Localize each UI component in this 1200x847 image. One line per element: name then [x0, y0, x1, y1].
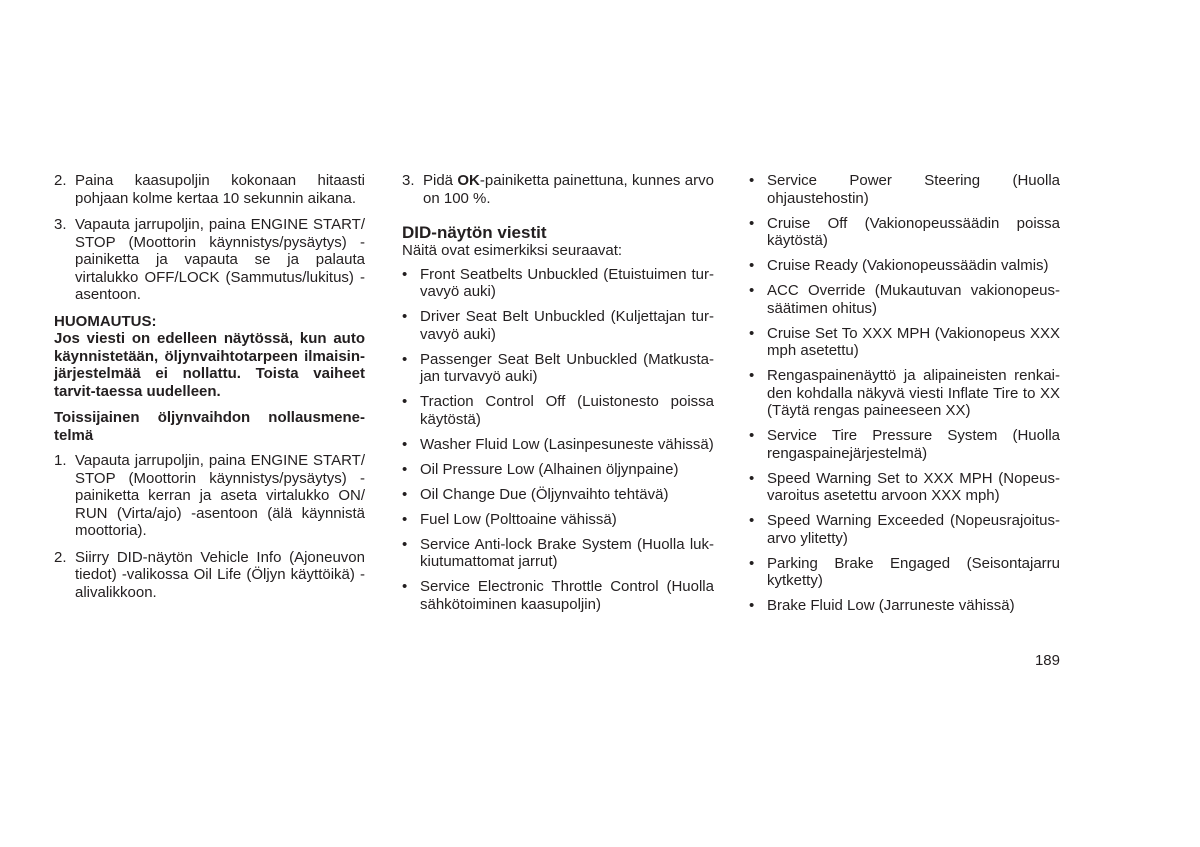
- step-text: Paina kaasupoljin kokonaan hitaasti pohjaan kolme kertaa 10 sekunnin aikana.: [75, 172, 365, 207]
- step-number: 2.: [54, 548, 67, 566]
- list-item-text: Speed Warning Set to XXX MPH (Nopeus-varoitus asetettu arvoon XXX mph): [767, 469, 1060, 504]
- list-item-text: Washer Fluid Low (Lasinpesuneste vähissä): [420, 435, 714, 453]
- list-item: [402, 486, 714, 504]
- message-list: [402, 266, 714, 614]
- list-item-text: Passenger Seat Belt Unbuckled (Matkusta-jan turvavyö auki): [420, 350, 714, 385]
- list-item: [749, 172, 1060, 207]
- bullet-icon: •: [749, 469, 755, 487]
- list-item: [749, 282, 1060, 317]
- list-item: [402, 436, 714, 454]
- list-item: [402, 308, 714, 343]
- list-item-text: Cruise Off (Vakionopeussäädin poissa käytöstä): [767, 214, 1060, 249]
- list-item: [749, 470, 1060, 505]
- ok-button-label: OK: [457, 172, 480, 189]
- list-item-text: Service Anti-lock Brake System (Huolla luk-kiutumattomat jarrut): [420, 535, 714, 570]
- message-list: [749, 172, 1060, 615]
- list-item: [749, 325, 1060, 360]
- list-item-text: Oil Pressure Low (Alhainen öljynpaine): [420, 460, 679, 478]
- step-text: Vapauta jarrupoljin, paina ENGINE START/ STOP (Moottorin käynnistys/pysäytys) -painiketta kerran ja aseta virtalukko ON/ RUN (Virta/ajo) -asentoon (älä käynnistä moottoria).: [75, 452, 365, 539]
- bullet-icon: •: [749, 214, 755, 232]
- middle-column: [402, 172, 714, 621]
- bullet-icon: •: [402, 308, 408, 325]
- right-column: [749, 172, 1060, 622]
- list-item-text: Service Power Steering (Huolla ohjaustehostin): [767, 172, 1060, 207]
- bullet-icon: •: [402, 393, 408, 410]
- list-item: [749, 512, 1060, 547]
- step-text: Siirry DID-näytön Vehicle Info (Ajoneuvon tiedot) -valikossa Oil Life (Öljyn käyttöikä) -alivalikkoon.: [75, 548, 365, 601]
- step-text-prefix: Pidä: [423, 172, 458, 189]
- step-number: 1.: [54, 452, 67, 469]
- bullet-icon: •: [749, 172, 755, 189]
- bullet-icon: •: [402, 535, 408, 553]
- section-intro: Näitä ovat esimerkiksi seuraavat:: [402, 242, 623, 259]
- list-item: [749, 597, 1060, 615]
- bullet-icon: •: [749, 367, 755, 384]
- list-item-text: Front Seatbelts Unbuckled (Etuistuimen tur-vavyö auki): [420, 265, 714, 300]
- list-item: [749, 215, 1060, 250]
- list-item-text: Parking Brake Engaged (Seisontajarru kytketty): [767, 554, 1060, 589]
- bullet-icon: •: [749, 282, 755, 299]
- list-item: [402, 266, 714, 301]
- list-item: [402, 393, 714, 428]
- step-number: 2.: [54, 172, 67, 189]
- list-item: [749, 257, 1060, 275]
- list-item: [749, 555, 1060, 590]
- bullet-icon: •: [402, 350, 408, 368]
- list-item-text: Cruise Ready (Vakionopeussäädin valmis): [767, 257, 1049, 274]
- list-item-text: Cruise Set To XXX MPH (Vakionopeus XXX mph asetettu): [767, 324, 1060, 359]
- list-item-text: Rengaspainenäyttö ja alipaineisten renkai-den kohdalla näkyvä viesti Inflate Tire to XX (Täytä rengas paineeseen XX): [767, 367, 1060, 419]
- step-text: [423, 172, 714, 207]
- numbered-step: [402, 172, 714, 207]
- list-item: [402, 511, 714, 529]
- page-number: 189: [1034, 652, 1060, 669]
- bullet-icon: •: [749, 324, 755, 342]
- bullet-icon: •: [749, 257, 755, 274]
- list-item-text: Driver Seat Belt Unbuckled (Kuljettajan tur-vavyö auki): [420, 308, 714, 343]
- section-title: DID-näytön viestit: [402, 223, 547, 242]
- list-item: [402, 351, 714, 386]
- list-item-text: Speed Warning Exceeded (Nopeusrajoitus-arvo ylitetty): [767, 512, 1060, 547]
- procedure-subheading: Toissijainen öljynvaihdon nollausmene-telmä: [54, 409, 365, 444]
- step-number: 3.: [402, 172, 415, 189]
- list-item: [749, 367, 1060, 420]
- numbered-step: [54, 549, 365, 602]
- step-text-suffix: -painiketta painettuna, kunnes arvo on 100 %.: [423, 172, 714, 207]
- bullet-icon: •: [402, 435, 408, 453]
- bullet-icon: •: [402, 510, 408, 528]
- list-item: [402, 461, 714, 479]
- list-item-text: Fuel Low (Polttoaine vähissä): [420, 510, 617, 528]
- numbered-step: [54, 216, 365, 304]
- note-heading: HUOMAUTUS:: [54, 312, 157, 330]
- bullet-icon: •: [749, 427, 755, 444]
- bullet-icon: •: [402, 578, 408, 595]
- list-item-text: ACC Override (Mukautuvan vakionopeus-säätimen ohitus): [767, 282, 1060, 317]
- bullet-icon: •: [749, 512, 755, 529]
- list-item-text: Service Tire Pressure System (Huolla rengaspainejärjestelmä): [767, 427, 1060, 462]
- list-item-text: Traction Control Off (Luistonesto poissa käytöstä): [420, 393, 714, 428]
- bullet-icon: •: [402, 265, 408, 283]
- bullet-icon: •: [749, 554, 755, 572]
- list-item: [402, 578, 714, 613]
- list-item-text: Service Electronic Throttle Control (Huolla sähkötoiminen kaasupoljin): [420, 578, 714, 613]
- step-number: 3.: [54, 216, 67, 233]
- left-column: [54, 172, 365, 610]
- list-item-text: Brake Fluid Low (Jarruneste vähissä): [767, 597, 1015, 614]
- step-text: Vapauta jarrupoljin, paina ENGINE START/ STOP (Moottorin käynnistys/pysäytys) -painiketta ja vapauta se ja palauta virtalukko OFF/LOCK (Sammutus/lukitus) -asentoon.: [75, 216, 365, 303]
- bullet-icon: •: [402, 460, 408, 478]
- numbered-step: [54, 172, 365, 207]
- numbered-step: [54, 452, 365, 540]
- list-item-text: Oil Change Due (Öljynvaihto tehtävä): [420, 485, 669, 503]
- bullet-icon: •: [402, 485, 408, 503]
- bullet-icon: •: [749, 597, 755, 614]
- list-item: [749, 427, 1060, 462]
- note-body: Jos viesti on edelleen näytössä, kun auto käynnistetään, öljynvaihtotarpeen ilmaisin-järjestelmää ei nollattu. Toista vaiheet tarvit-taessa uudelleen.: [54, 330, 365, 400]
- list-item: [402, 536, 714, 571]
